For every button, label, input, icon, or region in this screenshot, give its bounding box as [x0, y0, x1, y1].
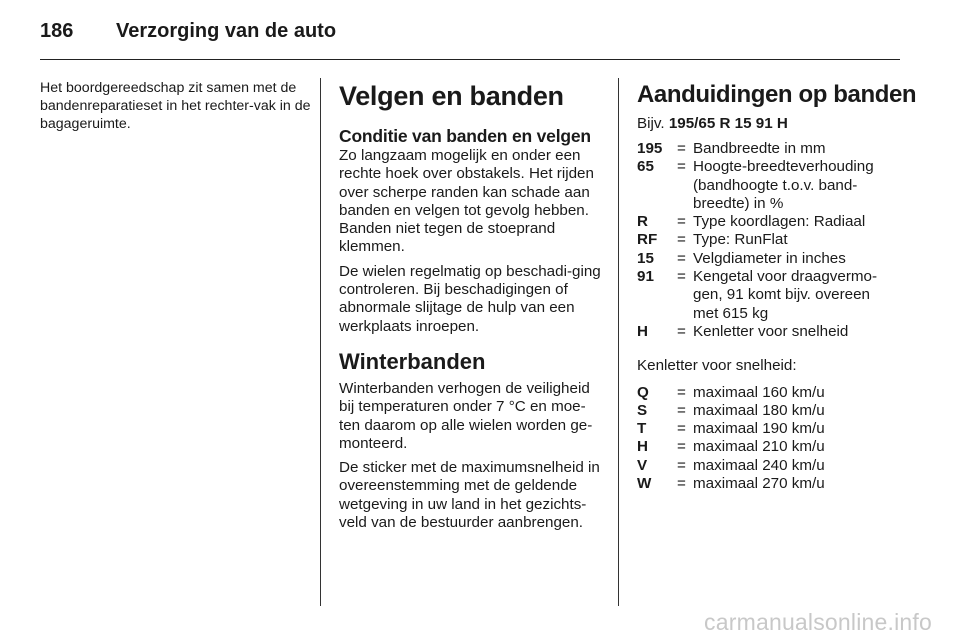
- page-number: 186: [40, 20, 74, 42]
- designation-row: 65 = Hoogte-breedteverhouding (bandhoogte t.o.v. band-breedte) in %: [637, 158, 874, 212]
- paragraph-winter-safety: Winterbanden verhogen de veiligheid bij temperaturen onder 7 °C en moe-ten daarom op alle wielen worden ge-monteerd.: [339, 379, 593, 452]
- example-code: 195/65 R 15 91 H: [668, 115, 788, 132]
- column-1: [40, 80, 312, 139]
- toolkit-paragraph: Het boordgereedschap zit samen met de bandenreparatieset in het rechter-vak in de bagageruimte.: [40, 80, 311, 132]
- designation-row: 91 = Kengetal voor draagvermo-gen, 91 komt bijv. overeen met 615 kg: [637, 268, 878, 322]
- header-rule: [40, 59, 900, 60]
- designation-row: 195 = Bandbreedte in mm: [637, 140, 826, 157]
- speed-row: T = maximaal 190 km/u: [637, 420, 825, 438]
- designation-row: 15 = Velgdiameter in inches: [637, 249, 846, 267]
- speed-index-intro: Kenletter voor snelheid:: [637, 357, 797, 375]
- speed-row: H = maximaal 210 km/u: [637, 438, 825, 456]
- paragraph-speed-sticker: De sticker met de maximumsnelheid in overeenstemming met de geldende wetgeving in uw land in het gezichts-veld van de bestuurder aanbrengen.: [339, 459, 600, 532]
- designation-row: H = Kenletter voor snelheid: [637, 322, 849, 340]
- paragraph-obstacles: Zo langzaam mogelijk en onder een rechte hoek over obstakels. Het rijden over scherpe randen kan schade aan banden en velgen tot gevolg hebben. Banden niet tegen de stoeprand klemmen.: [339, 147, 594, 256]
- watermark: carmanualsonline.info: [704, 609, 932, 635]
- tyre-example: [637, 114, 897, 134]
- speed-row: S = maximaal 180 km/u: [637, 401, 825, 419]
- designation-list: [637, 140, 897, 341]
- speed-row: W = maximaal 270 km/u: [637, 475, 825, 493]
- speed-index-list: [637, 384, 897, 494]
- section-heading-wheels-tyres: Velgen en banden: [339, 81, 564, 111]
- designation-row: R = Type koordlagen: Radiaal: [637, 213, 866, 231]
- example-prefix: Bijv.: [637, 115, 665, 132]
- column-3: [637, 80, 917, 509]
- subheading-condition: Conditie van banden en velgen: [339, 126, 591, 146]
- section-heading-winter-tyres: Winterbanden: [339, 348, 486, 374]
- column-divider-1: [320, 78, 321, 606]
- column-divider-2: [618, 78, 619, 606]
- page-title: Verzorging van de auto: [116, 20, 337, 42]
- paragraph-inspection: De wielen regelmatig op beschadi-ging controleren. Bij beschadigingen of abnormale slijtage de hulp van een werkplaats inroepen.: [339, 262, 601, 335]
- column-2: [339, 80, 605, 538]
- page-header: [40, 16, 920, 60]
- designation-row: RF = Type: RunFlat: [637, 231, 788, 249]
- speed-row: V = maximaal 240 km/u: [637, 456, 825, 474]
- section-heading-tyre-designations: Aanduidingen op banden: [637, 81, 917, 108]
- speed-row: Q = maximaal 160 km/u: [637, 383, 825, 401]
